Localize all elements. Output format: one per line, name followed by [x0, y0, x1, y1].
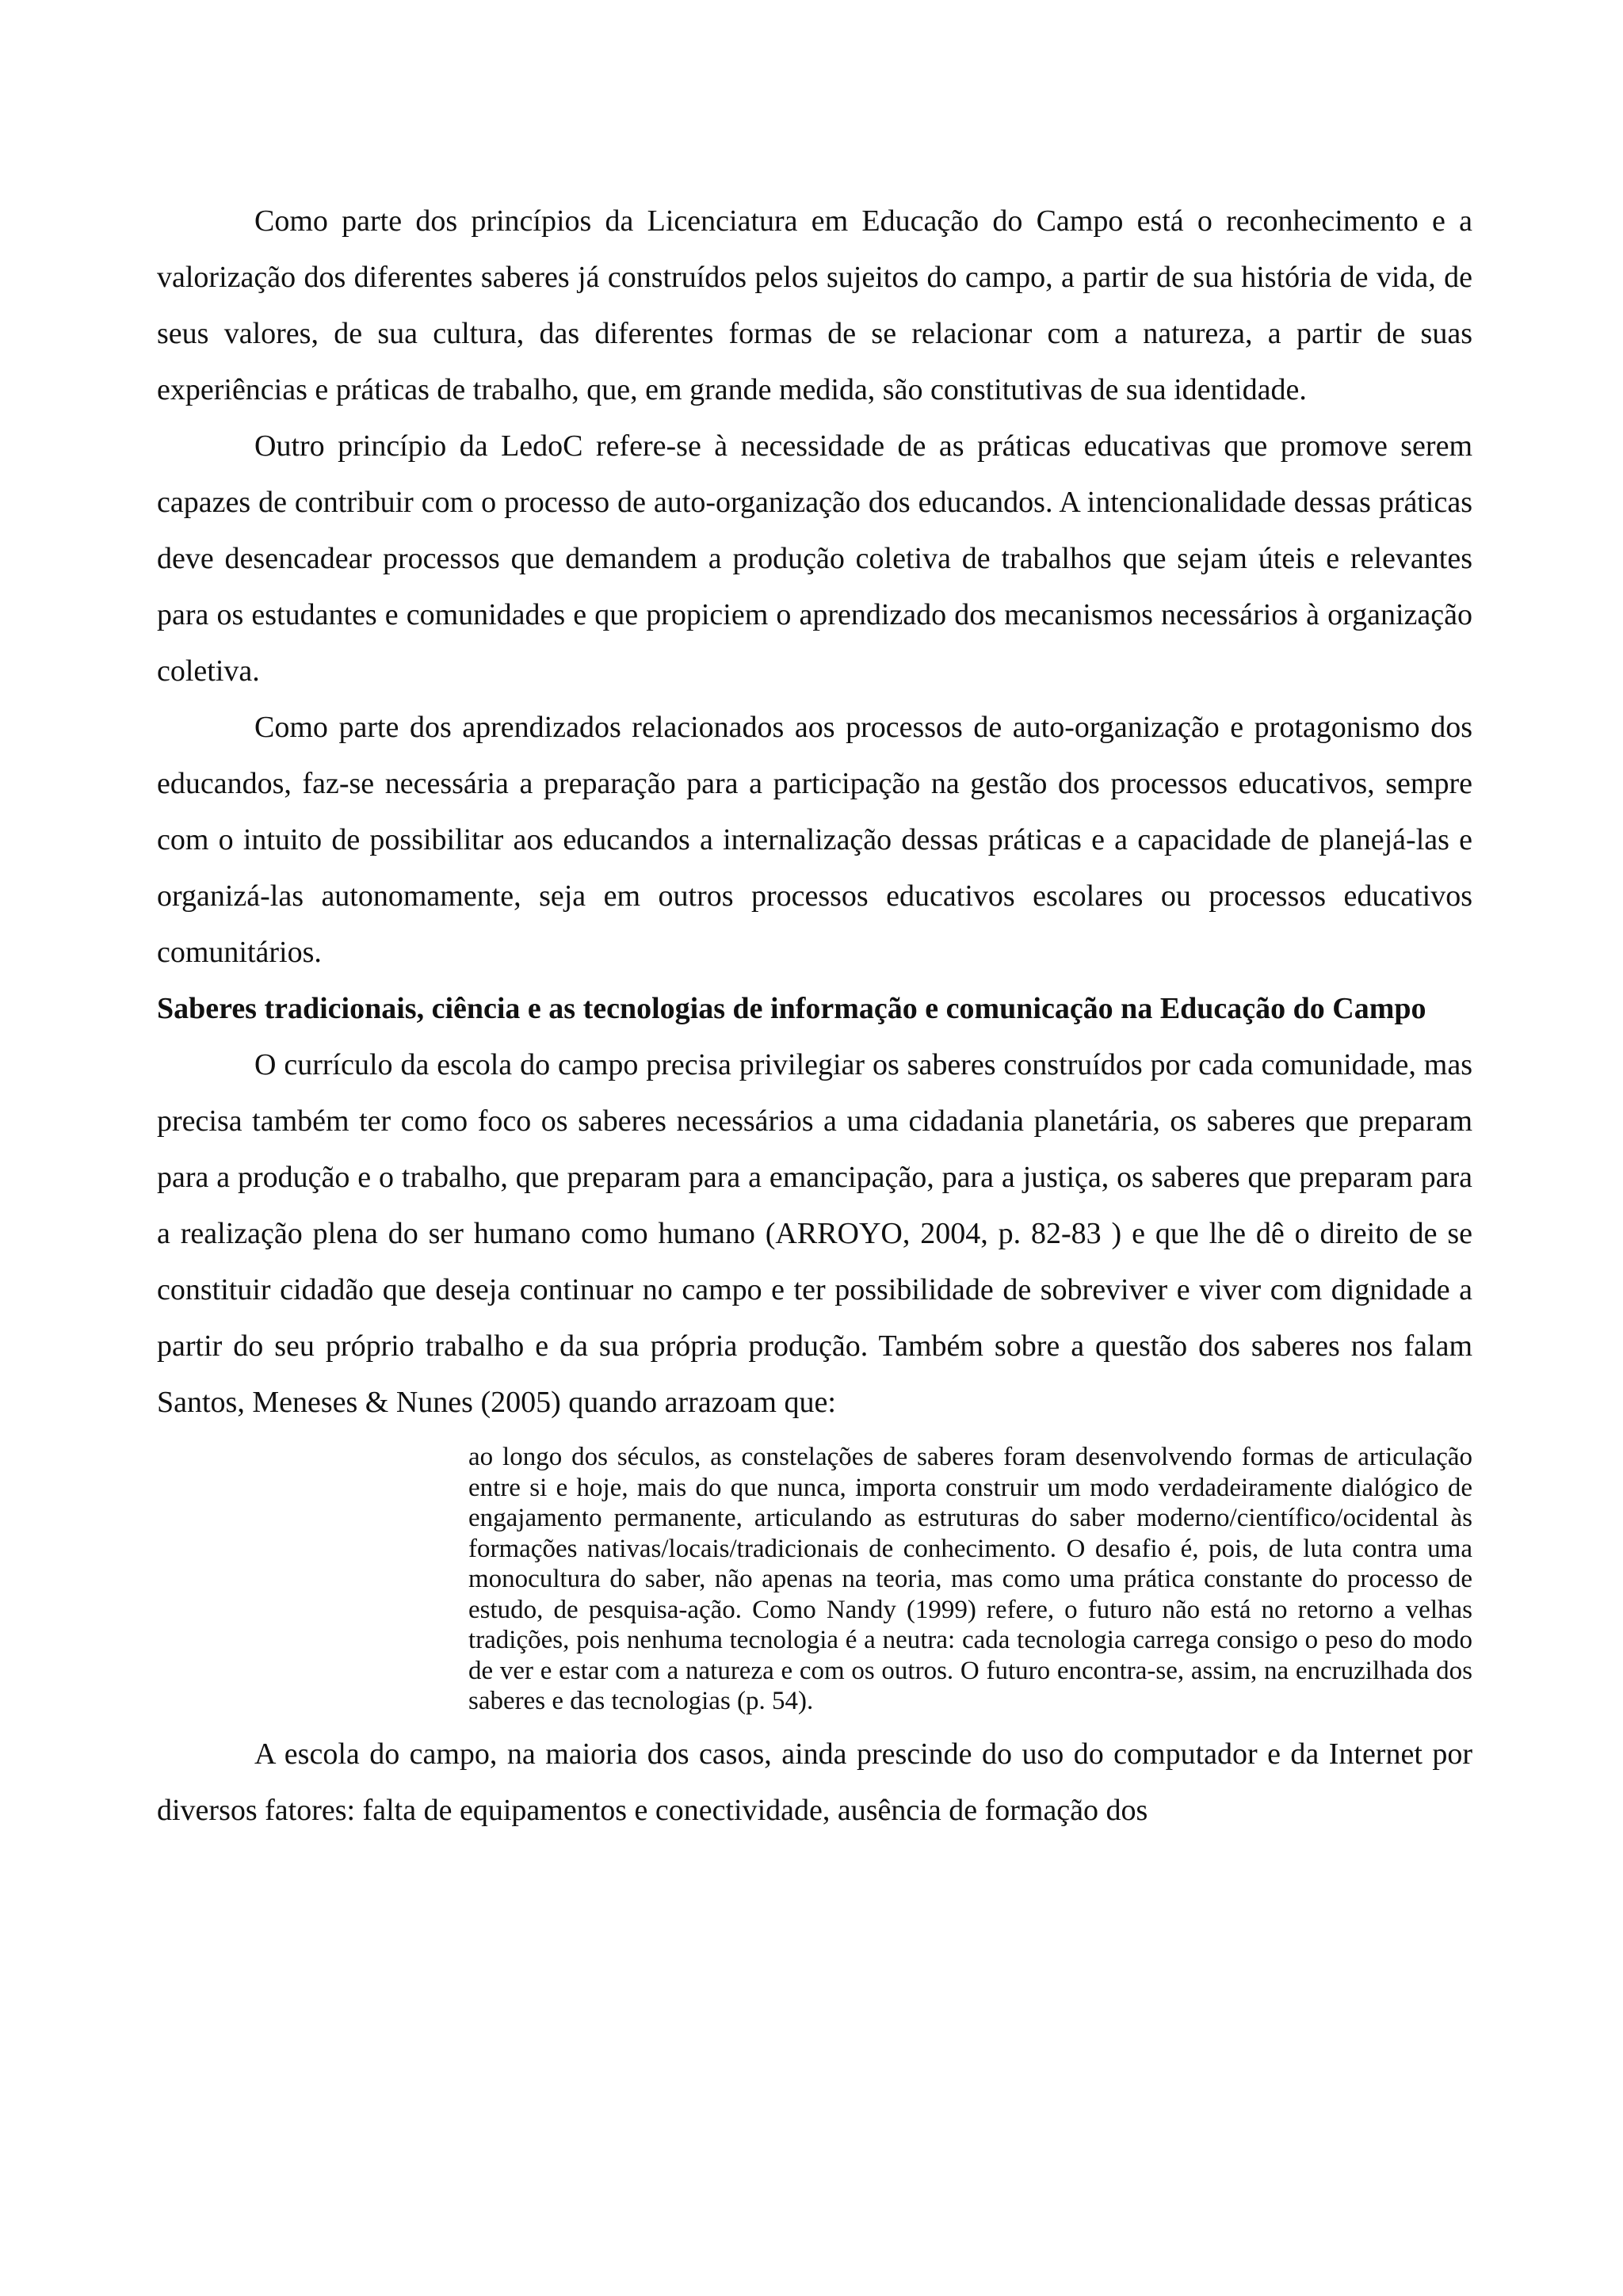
- block-quote: ao longo dos séculos, as constelações de saberes foram desenvolvendo formas de articulação entre si e hoje, mais do que nunca, importa construir um modo verdadeiramente dialógico de engajamento permanente, articulando as estruturas do saber moderno/científico/ocidental às formações nativas/locais/tradicionais de conhecimento. O desafio é, pois, de luta contra uma monocultura do saber, não apenas na teoria, mas como uma prática constante do processo de estudo, de pesquisa-ação. Como Nandy (1999) refere, o futuro não está no retorno a velhas tradições, pois nenhuma tecnologia é a neutra: cada tecnologia carrega consigo o peso do modo de ver e estar com a natureza e com os outros. O futuro encontra-se, assim, na encruzilhada dos saberes e das tecnologias (p. 54).: [468, 1443, 1472, 1715]
- paragraph-principles-self-organization: Outro princípio da LedoC refere-se à necessidade de as práticas educativas que promove serem capazes de contribuir com o processo de auto-organização dos educandos. A intencionalidade dessas práticas deve desencadear processos que demandem a produção coletiva de trabalhos que sejam úteis e relevantes para os estudantes e comunidades e que propiciem o aprendizado dos mecanismos necessários à organização coletiva.: [157, 429, 1472, 688]
- paragraph-curriculum: O currículo da escola do campo precisa privilegiar os saberes construídos por cada comunidade, mas precisa também ter como foco os saberes necessários a uma cidadania planetária, os saberes que preparam para a produção e o trabalho, que preparam para a emancipação, para a justiça, os saberes que preparam para a realização plena do ser humano como humano (ARROYO, 2004, p. 82-83 ) e que lhe dê o direito de se constituir cidadão que deseja continuar no campo e ter possibilidade de sobreviver e viver com dignidade a partir do seu próprio trabalho e da sua própria produção. Também sobre a questão dos saberes nos falam Santos, Meneses & Nunes (2005) quando arrazoam que:: [157, 1048, 1472, 1419]
- paragraph-rural-school-computers: A escola do campo, na maioria dos casos, ainda prescinde do uso do computador e da Internet por diversos fatores: falta de equipamentos e conectividade, ausência de formação dos: [157, 1737, 1472, 1827]
- paragraph-educational-management: Como parte dos aprendizados relacionados aos processos de auto-organização e protagonismo dos educandos, faz-se necessária a preparação para a participação na gestão dos processos educativos, sempre com o intuito de possibilitar aos educandos a internalização dessas práticas e a capacidade de planejá-las e organizá-las autonomamente, seja em outros processos educativos escolares ou processos educativos comunitários.: [157, 711, 1472, 969]
- section-heading: Saberes tradicionais, ciência e as tecnologias de informação e comunicação na Educação do Campo: [157, 992, 1426, 1025]
- document-page: [157, 193, 1472, 1839]
- paragraph-principles-knowledge: Como parte dos princípios da Licenciatura em Educação do Campo está o reconhecimento e a valorização dos diferentes saberes já construídos pelos sujeitos do campo, a partir de sua história de vida, de seus valores, de sua cultura, das diferentes formas de se relacionar com a natureza, a partir de suas experiências e práticas de trabalho, que, em grande medida, são constitutivas de sua identidade.: [157, 204, 1472, 406]
